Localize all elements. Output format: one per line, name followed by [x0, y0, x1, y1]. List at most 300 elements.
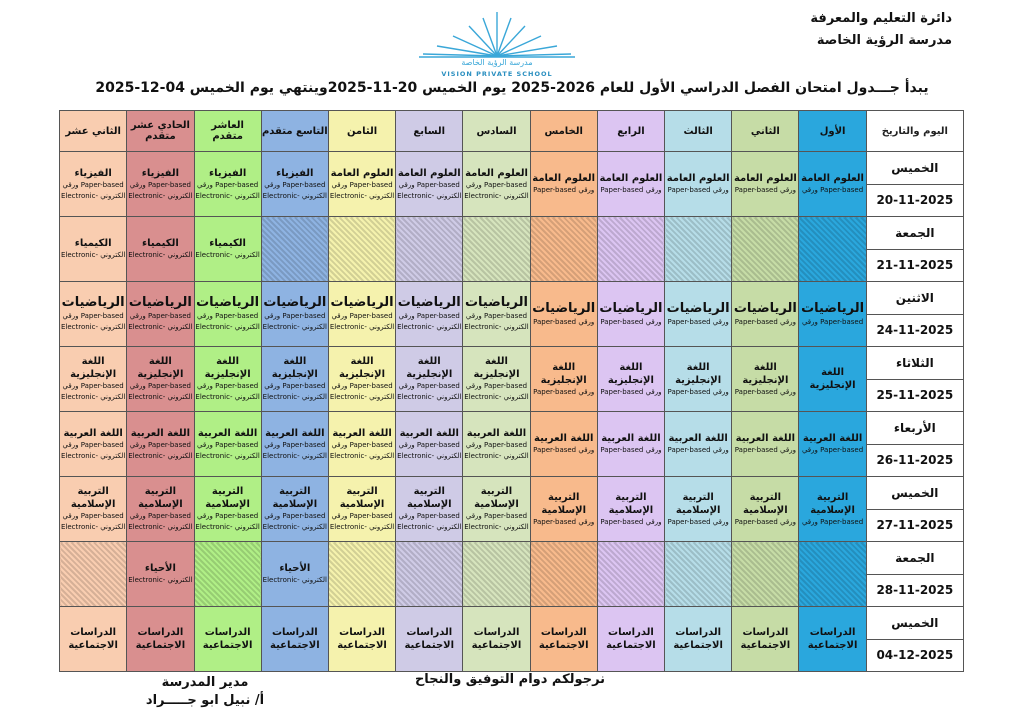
- exam-schedule-table: [59, 110, 964, 666]
- grade-header: التاسع متقدم: [261, 111, 328, 152]
- exam-cell: [732, 412, 799, 477]
- exam-mode-label: الكتروني -Electronic: [464, 323, 529, 331]
- subject-name: اللغة العربية: [63, 427, 123, 439]
- subject-name: الرياضيات: [733, 300, 797, 316]
- exam-cell: [799, 347, 866, 412]
- subject-name: اللغة العربية: [735, 433, 796, 444]
- subject-name: اللغة الإنجليزية: [339, 356, 386, 380]
- subject-name: الفيزياء: [208, 167, 247, 179]
- exam-mode-label: Paper-based ورقي: [129, 440, 191, 449]
- exam-mode-label: Paper-based ورقي: [264, 180, 326, 189]
- day-date-cell: [866, 412, 963, 477]
- day-name: الاثنين: [867, 282, 963, 315]
- exam-mode-label: الكتروني -Electronic: [329, 393, 395, 401]
- subject-name: الرياضيات: [128, 295, 192, 310]
- exam-mode-label: Paper-based ورقي: [331, 440, 393, 449]
- no-exam-cell: [732, 217, 799, 282]
- exam-mode-label: الكتروني -Electronic: [262, 451, 327, 460]
- sunburst-logo-icon: [413, 10, 581, 60]
- exam-cell: [328, 347, 395, 412]
- subject-name: اللغة العربية: [601, 433, 661, 444]
- exam-mode-label: Paper-based ورقي: [465, 180, 528, 189]
- subject-name: التربية الإسلامية: [138, 486, 183, 510]
- exam-mode-label: الكتروني -Electronic: [397, 191, 462, 200]
- subject-name: التربية الإسلامية: [810, 491, 855, 516]
- exam-mode-label: Paper-based ورقي: [62, 440, 124, 449]
- exam-mode-label: Paper-based ورقي: [129, 382, 191, 390]
- exam-mode-label: الكتروني -Electronic: [128, 393, 193, 401]
- no-exam-cell: [665, 542, 732, 607]
- grade-header: السادس: [463, 111, 530, 152]
- exam-cell: [60, 217, 127, 282]
- exam-mode-label: ورقي Paper-based: [734, 517, 796, 526]
- exam-mode-label: الكتروني -Electronic: [329, 191, 395, 200]
- exam-mode-label: Paper-based ورقي: [465, 382, 528, 390]
- grade-header-row: [60, 111, 964, 152]
- subject-name: اللغة الإنجليزية: [204, 356, 251, 380]
- exam-cell: [127, 412, 194, 477]
- exam-mode-label: ورقي Paper-based: [667, 317, 729, 326]
- no-exam-cell: [530, 217, 597, 282]
- subject-name: التربية الإسلامية: [205, 486, 250, 510]
- no-exam-cell: [463, 542, 530, 607]
- day-row: [60, 477, 964, 542]
- exam-mode-label: Paper-based ورقي: [398, 440, 460, 449]
- exam-mode-label: Paper-based ورقي: [62, 180, 124, 189]
- subject-name: اللغة الإنجليزية: [473, 356, 520, 380]
- subject-name: اللغة الإنجليزية: [271, 356, 318, 380]
- subject-name: الكيمياء: [209, 238, 246, 249]
- subject-name: العلوم العامة: [733, 173, 797, 184]
- subject-name: العلوم العامة: [801, 173, 864, 184]
- exam-cell: [396, 282, 463, 347]
- logo-english-text: VISION PRIVATE SCHOOL: [441, 70, 553, 78]
- subject-name: التربية الإسلامية: [608, 491, 654, 516]
- exam-cell: [799, 607, 866, 672]
- day-name: الأربعاء: [867, 412, 963, 445]
- exam-cell: [732, 282, 799, 347]
- exam-mode-label: Paper-based ورقي: [398, 382, 460, 390]
- exam-cell: [665, 152, 732, 217]
- exam-cell: [597, 607, 664, 672]
- exam-date: 25-11-2025: [876, 388, 954, 402]
- exam-mode-label: Paper-based ورقي: [398, 312, 460, 320]
- day-row: [60, 282, 964, 347]
- day-name: الثلاثاء: [867, 347, 963, 380]
- exam-cell: [732, 477, 799, 542]
- subject-name: اللغة العربية: [802, 433, 863, 444]
- day-row: [60, 607, 964, 672]
- exam-mode-label: ورقي Paper-based: [600, 517, 662, 526]
- subject-name: الدراسات الاجتماعية: [135, 627, 186, 651]
- subject-name: العلوم العامة: [330, 167, 394, 179]
- exam-mode-label: ورقي Paper-based: [734, 446, 796, 454]
- no-exam-cell: [194, 542, 261, 607]
- exam-mode-label: Paper-based ورقي: [801, 446, 864, 454]
- exam-cell: [597, 412, 664, 477]
- exam-cell: [463, 477, 530, 542]
- day-date-cell: [866, 607, 963, 672]
- subject-name: اللغة العربية: [265, 427, 325, 439]
- exam-cell: [396, 477, 463, 542]
- exam-mode-label: الكتروني -Electronic: [262, 576, 327, 584]
- exam-mode-label: ورقي Paper-based: [667, 186, 729, 194]
- grade-header: الخامس: [530, 111, 597, 152]
- exam-mode-label: Paper-based ورقي: [197, 440, 259, 449]
- subject-name: الفيزياء: [276, 167, 314, 179]
- exam-mode-label: الكتروني -Electronic: [329, 523, 395, 531]
- exam-mode-label: ورقي Paper-based: [667, 446, 729, 454]
- exam-cell: [261, 282, 328, 347]
- subject-name: التربية الإسلامية: [272, 486, 318, 510]
- no-exam-cell: [396, 217, 463, 282]
- subject-name: العلوم العامة: [465, 167, 528, 179]
- subject-name: الأحياء: [279, 563, 311, 574]
- principal-signature: [130, 674, 280, 710]
- exam-mode-label: Paper-based ورقي: [801, 317, 864, 326]
- exam-mode-label: ورقي Paper-based: [600, 446, 662, 454]
- exam-cell: [463, 282, 530, 347]
- subject-name: التربية الإسلامية: [339, 486, 385, 510]
- grade-header: الرابع: [597, 111, 664, 152]
- exam-mode-label: Paper-based ورقي: [264, 440, 326, 449]
- exam-cell: [665, 282, 732, 347]
- exam-mode-label: الكتروني -Electronic: [262, 393, 327, 401]
- exam-mode-label: الكتروني -Electronic: [195, 393, 260, 401]
- exam-mode-label: الكتروني -Electronic: [397, 323, 462, 331]
- exam-cell: [463, 347, 530, 412]
- exam-mode-label: Paper-based ورقي: [264, 312, 326, 320]
- exam-cell: [463, 152, 530, 217]
- no-exam-cell: [396, 542, 463, 607]
- exam-cell: [463, 412, 530, 477]
- exam-mode-label: Paper-based ورقي: [264, 382, 326, 390]
- exam-cell: [127, 347, 194, 412]
- exam-cell: [799, 412, 866, 477]
- subject-name: الدراسات الاجتماعية: [404, 627, 455, 651]
- subject-name: الرياضيات: [599, 300, 663, 316]
- subject-name: الدراسات الاجتماعية: [337, 627, 387, 651]
- subject-name: الرياضيات: [196, 295, 260, 310]
- exam-cell: [194, 217, 261, 282]
- exam-mode-label: Paper-based ورقي: [129, 312, 191, 320]
- exam-cell: [328, 152, 395, 217]
- organization-header: [712, 8, 952, 52]
- exam-mode-label: الكتروني -Electronic: [60, 451, 126, 460]
- exam-mode-label: Paper-based ورقي: [62, 312, 124, 320]
- exam-mode-label: Paper-based ورقي: [331, 382, 393, 390]
- exam-mode-label: الكتروني -Electronic: [195, 191, 260, 200]
- day-row: [60, 347, 964, 412]
- exam-mode-label: Paper-based ورقي: [129, 512, 191, 520]
- exam-cell: [530, 412, 597, 477]
- exam-mode-label: الكتروني -Electronic: [60, 323, 126, 331]
- no-exam-cell: [732, 542, 799, 607]
- subject-name: الدراسات الاجتماعية: [270, 627, 320, 651]
- exam-cell: [328, 607, 395, 672]
- principal-title: مدير المدرسة: [161, 675, 249, 690]
- department-name: دائرة التعليم والمعرفة: [810, 11, 952, 26]
- subject-name: التربية الإسلامية: [70, 486, 116, 510]
- exam-cell: [328, 477, 395, 542]
- exam-cell: [60, 282, 127, 347]
- exam-cell: [328, 412, 395, 477]
- day-row: [60, 217, 964, 282]
- exam-cell: [328, 282, 395, 347]
- exam-cell: [60, 607, 127, 672]
- exam-cell: [732, 347, 799, 412]
- exam-cell: [60, 347, 127, 412]
- subject-name: العلوم العامة: [532, 173, 596, 184]
- exam-cell: [261, 152, 328, 217]
- subject-name: اللغة العربية: [197, 427, 258, 439]
- subject-name: الدراسات الاجتماعية: [471, 627, 522, 651]
- exam-cell: [194, 477, 261, 542]
- subject-name: الفيزياء: [74, 167, 112, 179]
- exam-cell: [665, 477, 732, 542]
- subject-name: الكيمياء: [142, 238, 179, 249]
- day-name: الخميس: [867, 152, 963, 185]
- no-exam-cell: [799, 542, 866, 607]
- no-exam-cell: [60, 542, 127, 607]
- logo-arabic-text: مدرسة الرؤية الخاصة: [461, 58, 533, 67]
- exam-mode-label: الكتروني -Electronic: [128, 191, 193, 200]
- principal-name: أ/ نبيل ابو جـــــراد: [145, 693, 265, 708]
- exam-mode-label: الكتروني -Electronic: [397, 393, 462, 401]
- exam-mode-label: الكتروني -Electronic: [262, 323, 327, 331]
- exam-mode-label: الكتروني -Electronic: [128, 251, 193, 259]
- exam-date: 27-11-2025: [876, 518, 954, 532]
- subject-name: اللغة الإنجليزية: [137, 356, 184, 380]
- exam-cell: [194, 412, 261, 477]
- exam-mode-label: الكتروني -Electronic: [397, 523, 462, 531]
- exam-mode-label: ورقي Paper-based: [533, 317, 595, 326]
- grade-header: الحادي عشر متقدم: [127, 111, 194, 152]
- exam-cell: [597, 347, 664, 412]
- exam-mode-label: Paper-based ورقي: [801, 517, 864, 526]
- exam-mode-label: الكتروني -Electronic: [60, 393, 126, 401]
- exam-cell: [60, 152, 127, 217]
- exam-cell: [799, 282, 866, 347]
- subject-name: الرياضيات: [61, 295, 125, 310]
- day-row: [60, 412, 964, 477]
- exam-cell: [261, 477, 328, 542]
- exam-cell: [665, 412, 732, 477]
- exam-cell: [799, 152, 866, 217]
- exam-mode-label: Paper-based ورقي: [62, 512, 124, 520]
- subject-name: اللغة العربية: [466, 427, 527, 439]
- exam-cell: [127, 152, 194, 217]
- exam-cell: [597, 282, 664, 347]
- exam-mode-label: Paper-based ورقي: [465, 512, 528, 520]
- day-date-cell: [866, 282, 963, 347]
- exam-cell: [261, 412, 328, 477]
- exam-mode-label: الكتروني -Electronic: [195, 523, 260, 531]
- exam-cell: [194, 607, 261, 672]
- subject-name: الدراسات الاجتماعية: [202, 627, 253, 651]
- subject-name: اللغة الإنجليزية: [607, 361, 654, 386]
- exam-cell: [127, 542, 194, 607]
- exam-mode-label: Paper-based ورقي: [331, 512, 393, 520]
- subject-name: التربية الإسلامية: [743, 491, 788, 516]
- no-exam-cell: [328, 217, 395, 282]
- exam-mode-label: الكتروني -Electronic: [262, 523, 327, 531]
- subject-name: الفيزياء: [141, 167, 180, 179]
- day-date-cell: [866, 542, 963, 607]
- day-date-cell: [866, 152, 963, 217]
- exam-mode-label: Paper-based ورقي: [331, 312, 393, 320]
- exam-date: 04-12-2025: [876, 648, 954, 662]
- exam-cell: [127, 607, 194, 672]
- grade-header: الأول: [799, 111, 866, 152]
- exam-cell: [732, 152, 799, 217]
- grade-header: الثامن: [328, 111, 395, 152]
- subject-name: العلوم العامة: [666, 173, 730, 184]
- subject-name: اللغة الإنجليزية: [742, 361, 789, 386]
- subject-name: اللغة الإنجليزية: [675, 361, 722, 386]
- exam-date: 21-11-2025: [876, 258, 954, 272]
- exam-cell: [665, 607, 732, 672]
- subject-name: الرياضيات: [532, 300, 596, 316]
- day-name: الجمعة: [867, 542, 963, 575]
- exam-mode-label: Paper-based ورقي: [801, 186, 864, 194]
- exam-cell: [261, 607, 328, 672]
- exam-date: 20-11-2025: [876, 193, 954, 207]
- exam-mode-label: الكتروني -Electronic: [464, 451, 529, 460]
- subject-name: التربية الإسلامية: [675, 491, 721, 516]
- day-date-cell: [866, 217, 963, 282]
- subject-name: التربية الإسلامية: [541, 491, 587, 516]
- subject-name: الرياضيات: [801, 300, 865, 316]
- exam-mode-label: Paper-based ورقي: [398, 512, 460, 520]
- exam-cell: [396, 412, 463, 477]
- exam-mode-label: Paper-based ورقي: [197, 312, 259, 320]
- exam-cell: [60, 477, 127, 542]
- subject-name: اللغة العربية: [130, 427, 191, 439]
- grade-header: السابع: [396, 111, 463, 152]
- day-date-cell: [866, 477, 963, 542]
- subject-name: اللغة الإنجليزية: [406, 356, 453, 380]
- schedule-body: [60, 152, 964, 672]
- exam-date: 28-11-2025: [876, 583, 954, 597]
- exam-cell: [530, 282, 597, 347]
- subject-name: الأحياء: [144, 563, 176, 574]
- exam-mode-label: Paper-based ورقي: [264, 512, 326, 520]
- exam-cell: [127, 217, 194, 282]
- day-name: الخميس: [867, 607, 963, 640]
- exam-cell: [530, 152, 597, 217]
- day-row: [60, 542, 964, 607]
- subject-name: الرياضيات: [263, 295, 327, 310]
- exam-mode-label: ورقي Paper-based: [734, 317, 796, 326]
- exam-mode-label: الكتروني -Electronic: [329, 451, 395, 460]
- day-name: الجمعة: [867, 217, 963, 250]
- exam-mode-label: ورقي Paper-based: [600, 317, 662, 326]
- exam-mode-label: Paper-based ورقي: [331, 180, 393, 189]
- exam-mode-label: ورقي Paper-based: [533, 517, 595, 526]
- exam-cell: [530, 607, 597, 672]
- exam-cell: [194, 347, 261, 412]
- exam-mode-label: Paper-based ورقي: [197, 512, 259, 520]
- schedule-title: يبدأ جـــدول امتحان الفصل الدراسي الأول للعام 2026-2025 يوم الخميس 20-11-2025وينتهي يوم الخميس 04-12-2025: [95, 80, 929, 96]
- exam-cell: [261, 347, 328, 412]
- exam-mode-label: الكتروني -Electronic: [60, 191, 126, 200]
- exam-mode-label: ورقي Paper-based: [533, 446, 595, 454]
- exam-mode-label: الكتروني -Electronic: [464, 393, 529, 401]
- subject-name: اللغة الإنجليزية: [809, 367, 856, 391]
- exam-mode-label: Paper-based ورقي: [398, 180, 460, 189]
- subject-name: العلوم العامة: [599, 173, 663, 184]
- subject-name: الرياضيات: [330, 295, 394, 310]
- exam-cell: [194, 282, 261, 347]
- exam-mode-label: Paper-based ورقي: [197, 180, 259, 189]
- grade-header: الثاني عشر: [60, 111, 127, 152]
- exam-cell: [530, 347, 597, 412]
- subject-name: التربية الإسلامية: [474, 486, 519, 510]
- exam-cell: [597, 477, 664, 542]
- exam-mode-label: الكتروني -Electronic: [195, 251, 260, 259]
- exam-mode-label: Paper-based ورقي: [62, 382, 124, 390]
- exam-mode-label: الكتروني -Electronic: [262, 191, 327, 200]
- exam-mode-label: ورقي Paper-based: [667, 387, 729, 396]
- no-exam-cell: [530, 542, 597, 607]
- exam-date: 24-11-2025: [876, 323, 954, 337]
- exam-cell: [127, 282, 194, 347]
- no-exam-cell: [463, 217, 530, 282]
- grade-header: الثاني: [732, 111, 799, 152]
- exam-mode-label: الكتروني -Electronic: [195, 451, 260, 460]
- subject-name: الدراسات الاجتماعية: [68, 627, 118, 651]
- exam-cell: [530, 477, 597, 542]
- exam-mode-label: ورقي Paper-based: [533, 387, 595, 396]
- exam-cell: [799, 477, 866, 542]
- subject-name: الدراسات الاجتماعية: [740, 627, 791, 651]
- subject-name: العلوم العامة: [397, 167, 461, 179]
- school-logo: [413, 10, 581, 78]
- exam-mode-label: Paper-based ورقي: [465, 440, 528, 449]
- subject-name: التربية الإسلامية: [406, 486, 452, 510]
- exam-date: 26-11-2025: [876, 453, 954, 467]
- school-name: مدرسة الرؤية الخاصة: [816, 33, 952, 48]
- subject-name: الكيمياء: [74, 238, 112, 249]
- subject-name: الدراسات الاجتماعية: [606, 627, 656, 651]
- exam-cell: [396, 347, 463, 412]
- good-luck-message: نرجولكم دوام التوفيق والنجاح: [414, 672, 606, 687]
- day-name: الخميس: [867, 477, 963, 510]
- subject-name: الرياضيات: [397, 295, 461, 310]
- exam-mode-label: الكتروني -Electronic: [464, 191, 529, 200]
- exam-mode-label: ورقي Paper-based: [667, 517, 729, 526]
- exam-cell: [732, 607, 799, 672]
- exam-mode-label: Paper-based ورقي: [129, 180, 191, 189]
- subject-name: اللغة العربية: [534, 433, 594, 444]
- grade-header: الثالث: [665, 111, 732, 152]
- exam-mode-label: الكتروني -Electronic: [60, 523, 126, 531]
- exam-mode-label: الكتروني -Electronic: [60, 251, 126, 259]
- no-exam-cell: [597, 217, 664, 282]
- subject-name: اللغة الإنجليزية: [540, 361, 587, 386]
- no-exam-cell: [799, 217, 866, 282]
- day-date-cell: [866, 347, 963, 412]
- day-row: [60, 152, 964, 217]
- exam-cell: [60, 412, 127, 477]
- exam-cell: [597, 152, 664, 217]
- subject-name: الدراسات الاجتماعية: [807, 627, 858, 651]
- exam-mode-label: الكتروني -Electronic: [128, 523, 193, 531]
- exam-mode-label: الكتروني -Electronic: [464, 523, 529, 531]
- exam-cell: [261, 542, 328, 607]
- corner-header: اليوم والتاريخ: [866, 111, 963, 152]
